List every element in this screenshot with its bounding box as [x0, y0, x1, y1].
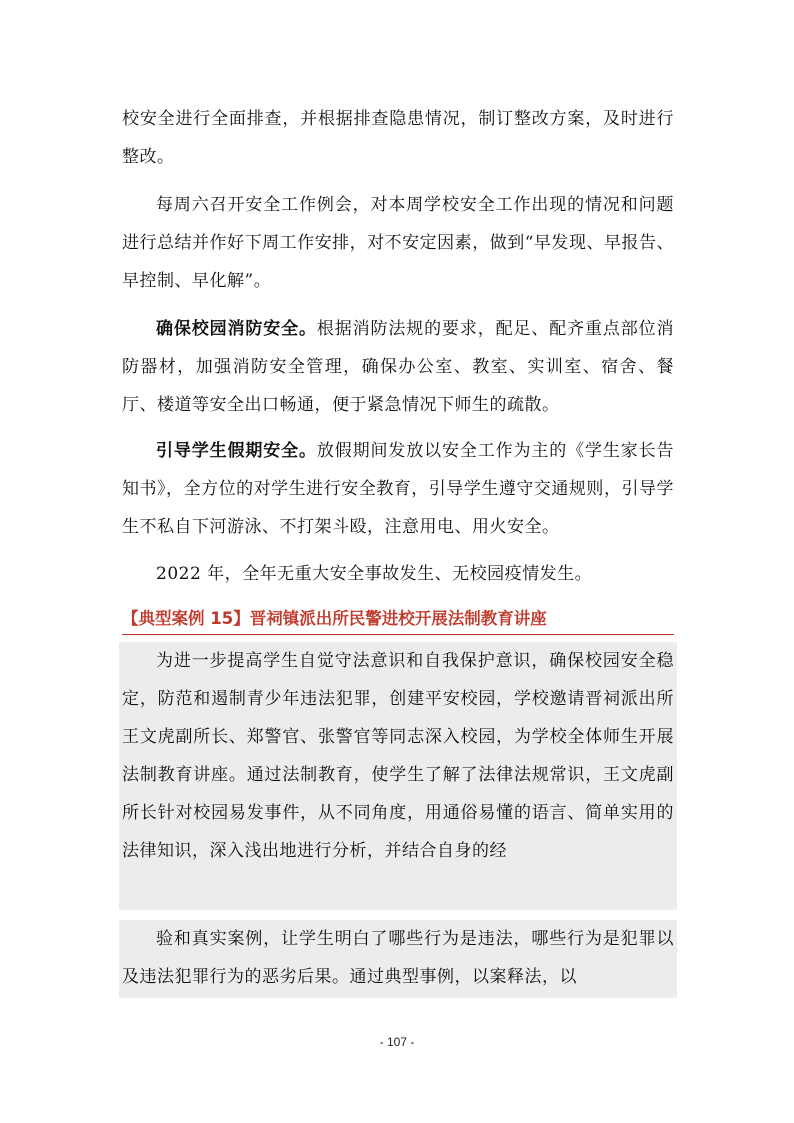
- paragraph-fire-safety: [122, 310, 674, 424]
- case-box-shaded: [119, 642, 677, 910]
- holiday-safety-body: 放假期间发放以安全工作为主的《学生家长告知书》，全方位的对学生进行安全教育，引导学生遵守交通规则，引导学生不私自下河游泳、不打架斗殴，注意用电、用火安全。: [122, 441, 674, 537]
- case-box-shaded-continued: [119, 920, 677, 998]
- case-paragraph-2: 验和真实案例，让学生明白了哪些行为是违法，哪些行为是犯罪以及违法犯罪行为的恶劣后果。通过典型事例，以案释法，以: [122, 929, 674, 987]
- fire-safety-heading: 确保校园消防安全。: [156, 319, 317, 339]
- case-title: 【典型案例 15】晋祠镇派出所民警进校开展法制教育讲座: [122, 604, 674, 635]
- case-paragraph-1: 为进一步提高学生自觉守法意识和自我保护意识，确保校园安全稳定，防范和遏制青少年违法犯罪，创建平安校园，学校邀请晋祠派出所王文虎副所长、郑警官、张警官等同志深入校园，为学校全体师生开展法制教育讲座。通过法制教育，使学生了解了法律法规常识，王文虎副所长针对校园易发事件，从不同角度，用通俗易懂的语言、简单实用的法律知识，深入浅出地进行分析，并结合自身的经: [122, 651, 674, 861]
- fire-safety-body: 根据消防法规的要求，配足、配齐重点部位消防器材，加强消防安全管理，确保办公室、教室、实训室、宿舍、餐厅、楼道等安全出口畅通，便于紧急情况下师生的疏散。: [122, 319, 674, 415]
- paragraph-year-summary: 2022 年，全年无重大安全事故发生、无校园疫情发生。: [156, 564, 593, 584]
- page-number: - 107 -: [379, 1035, 415, 1049]
- paragraph-holiday-safety: [122, 432, 674, 546]
- paragraph-weekly-meeting: 每周六召开安全工作例会，对本周学校安全工作出现的情况和问题进行总结并作好下周工作安排，对不安定因素，做到“早发现、早报告、早控制、早化解”。: [122, 195, 674, 291]
- holiday-safety-heading: 引导学生假期安全。: [156, 441, 317, 461]
- paragraph-safety-inspection: 校安全进行全面排查，并根据排查隐患情况，制订整改方案，及时进行整改。: [122, 109, 674, 167]
